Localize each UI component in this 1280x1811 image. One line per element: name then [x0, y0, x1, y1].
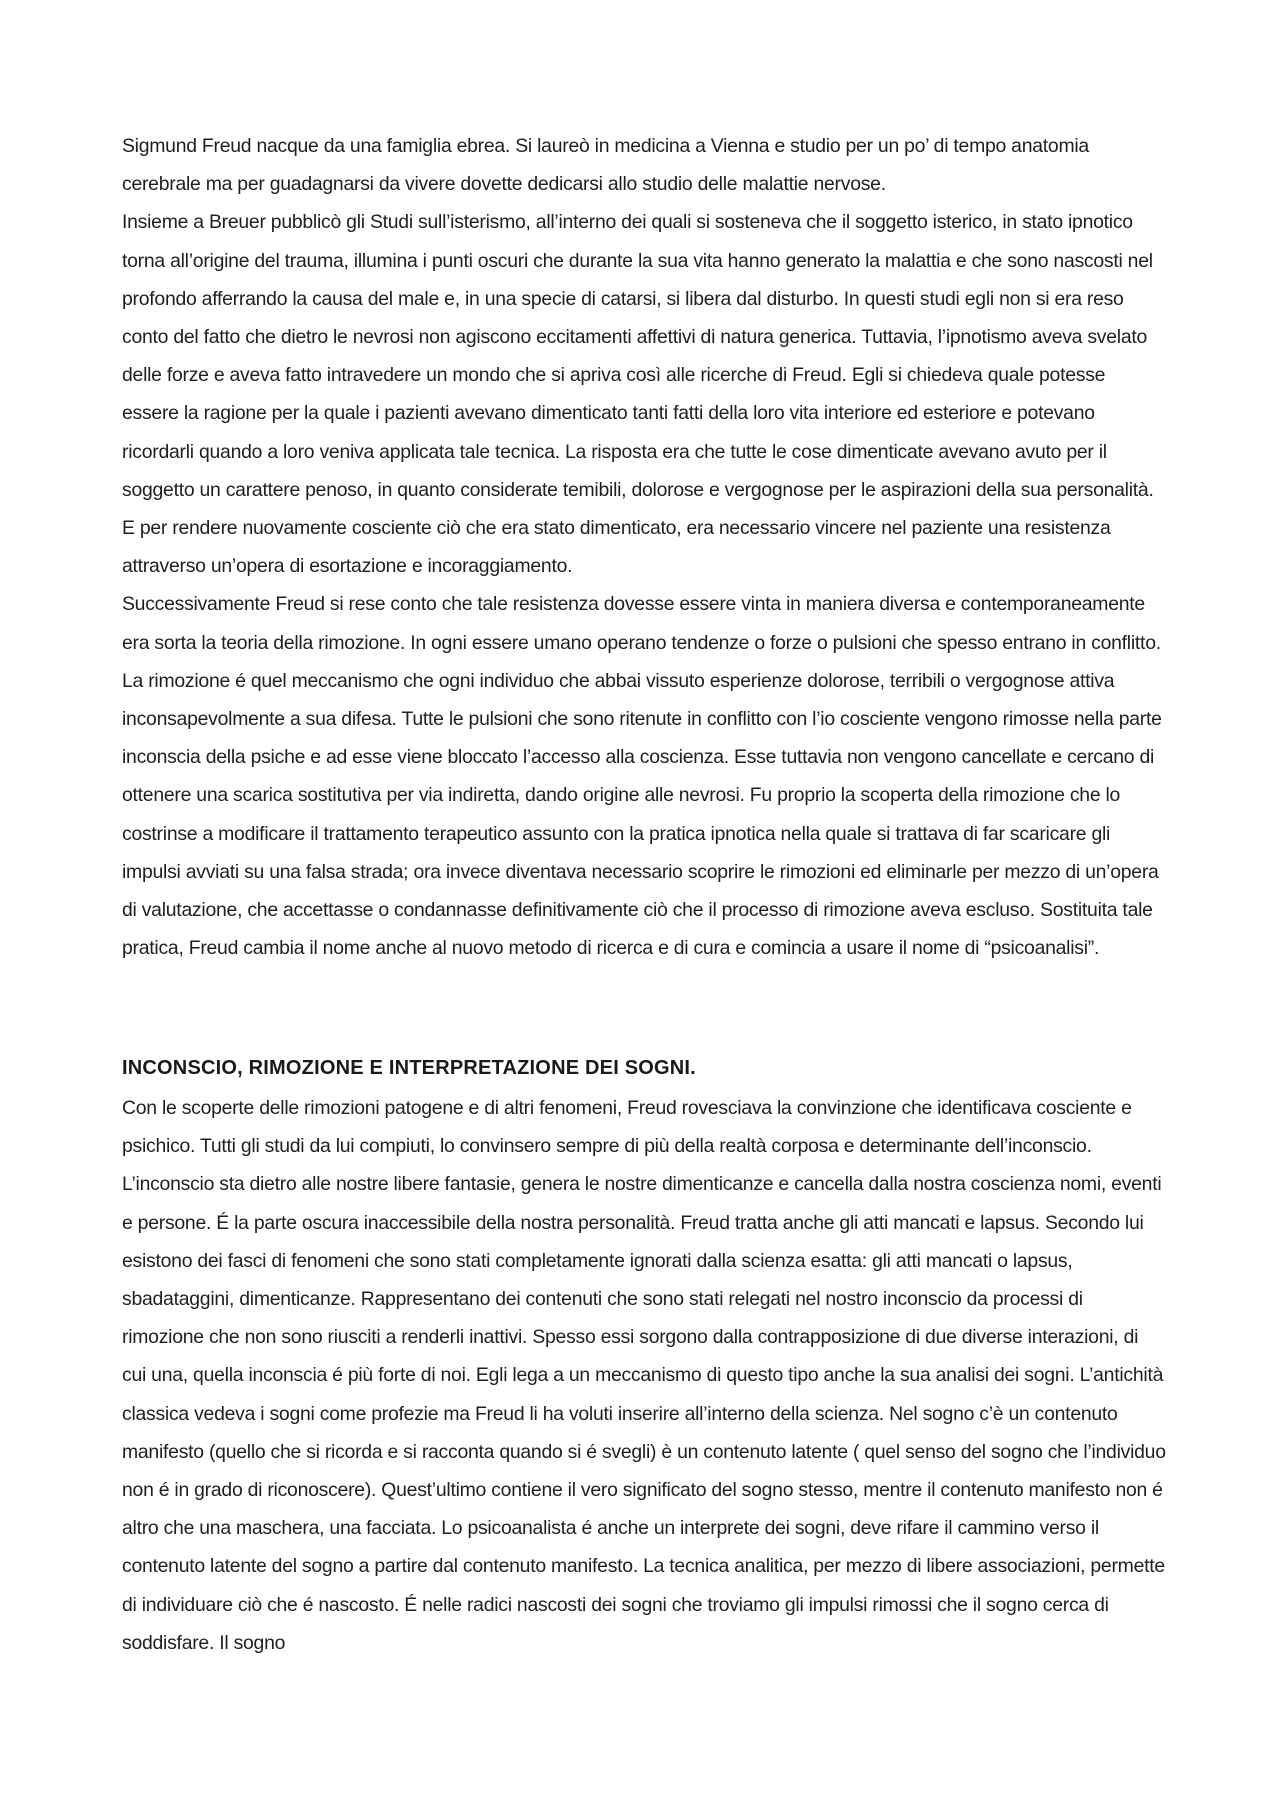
paragraph-breuer-hysteria: Insieme a Breuer pubblicò gli Studi sull’isterismo, all’interno dei quali si sosteneva che il soggetto isterico, in stato ipnotico torna all’origine del trauma, illumina i punti oscuri che durante la sua vita hanno generato la malattia e che sono nascosti nel profondo afferrando la causa del male e, in una specie di catarsi, si libera dal disturbo. In questi studi egli non si era reso conto del fatto che dietro le nevrosi non agiscono eccitamenti affettivi di natura generica. Tuttavia, l’ipnotismo aveva svelato delle forze e aveva fatto intravedere un mondo che si apriva così alle ricerche di Freud. Egli si chiedeva quale potesse essere la ragione per la quale i pazienti avevano dimenticato tanti fatti della loro vita interiore ed esteriore e potevano ricordarli quando a loro veniva applicata tale tecnica. La risposta era che tutte le cose dimenticate avevano avuto per il soggetto un carattere penoso, in quanto considerate temibili, dolorose e vergognose per le aspirazioni della sua personalità. E per rendere nuovamente cosciente ciò che era stato dimenticato, era necessario vincere nel paziente una resistenza attraverso un’opera di esortazione e incoraggiamento.: [122, 211, 1154, 578]
paragraph-unconscious: Con le scoperte delle rimozioni patogene e di altri fenomeni, Freud rovesciava la convinzione che identificava cosciente e psichico. Tutti gli studi da lui compiuti, lo convinsero sempre di più della realtà corposa e determinante dell’inconscio. L’inconscio sta dietro alle nostre libere fantasie, genera le nostre dimenticanze e cancella dalla nostra coscienza nomi, eventi e persone. É la parte oscura inaccessibile della nostra personalità. Freud tratta anche gli atti mancati e lapsus. Secondo lui esistono dei fasci di fenomeni che sono stati completamente ignorati dalla scienza esatta: gli atti mancati o lapsus, sbadataggini, dimenticanze. Rappresentano dei contenuti che sono stati relegati nel nostro inconscio da processi di rimozione che non sono riusciti a renderli inattivi. Spesso essi sorgono dalla contrapposizione di due diverse interazioni, di cui una, quella inconscia é più forte di noi. Egli lega a un meccanismo di questo tipo anche la sua analisi dei sogni. L’antichità classica vedeva i sogni come profezie ma Freud li ha voluti inserire all’interno della scienza. Nel sogno c’è un contenuto manifesto (quello che si ricorda e si racconta quando si é svegli) è un contenuto latente ( quel senso del sogno che l’individuo non é in grado di riconoscere). Quest’ultimo contiene il vero significato del sogno stesso, mentre il contenuto manifesto non é altro che una maschera, una facciata. Lo psicoanalista é anche un interprete dei sogni, deve rifare il cammino verso il contenuto latente del sogno a partire dal contenuto manifesto. La tecnica analitica, per mezzo di libere associazioni, permette di individuare ciò che é nascosto. É nelle radici nascosti dei sogni che troviamo gli impulsi rimossi che il sogno cerca di soddisfare. Il sogno: [122, 1097, 1166, 1654]
section-freud-biography: [122, 127, 1166, 967]
section-unconscious-dreams: [122, 1089, 1166, 1662]
paragraph-intro: Sigmund Freud nacque da una famiglia ebrea. Si laureò in medicina a Vienna e studio per un po’ di tempo anatomia cerebrale ma per guadagnarsi da vivere dovette dedicarsi allo studio delle malattie nervose.: [122, 135, 1089, 196]
paragraph-repression-theory: Successivamente Freud si rese conto che tale resistenza dovesse essere vinta in maniera diversa e contemporaneamente era sorta la teoria della rimozione. In ogni essere umano operano tendenze o forze o pulsioni che spesso entrano in conflitto. La rimozione é quel meccanismo che ogni individuo che abbai vissuto esperienze dolorose, terribili o vergognose attiva inconsapevolmente a sua difesa. Tutte le pulsioni che sono ritenute in conflitto con l’io cosciente vengono rimosse nella parte inconscia della psiche e ad esse viene bloccato l’accesso alla coscienza. Esse tuttavia non vengono cancellate e cercano di ottenere una scarica sostitutiva per via indiretta, dando origine alle nevrosi. Fu proprio la scoperta della rimozione che lo costrinse a modificare il trattamento terapeutico assunto con la pratica ipnotica nella quale si trattava di far scaricare gli impulsi avviati su una falsa strada; ora invece diventava necessario scoprire le rimozioni ed eliminarle per mezzo di un’opera di valutazione, che accettasse o condannasse definitivamente ciò che il processo di rimozione aveva escluso. Sostituita tale pratica, Freud cambia il nome anche al nuovo metodo di ricerca e di cura e comincia a usare il nome di “psicoanalisi”.: [122, 593, 1162, 960]
section-heading: INCONSCIO, RIMOZIONE E INTERPRETAZIONE DEI SOGNI.: [122, 1057, 696, 1079]
